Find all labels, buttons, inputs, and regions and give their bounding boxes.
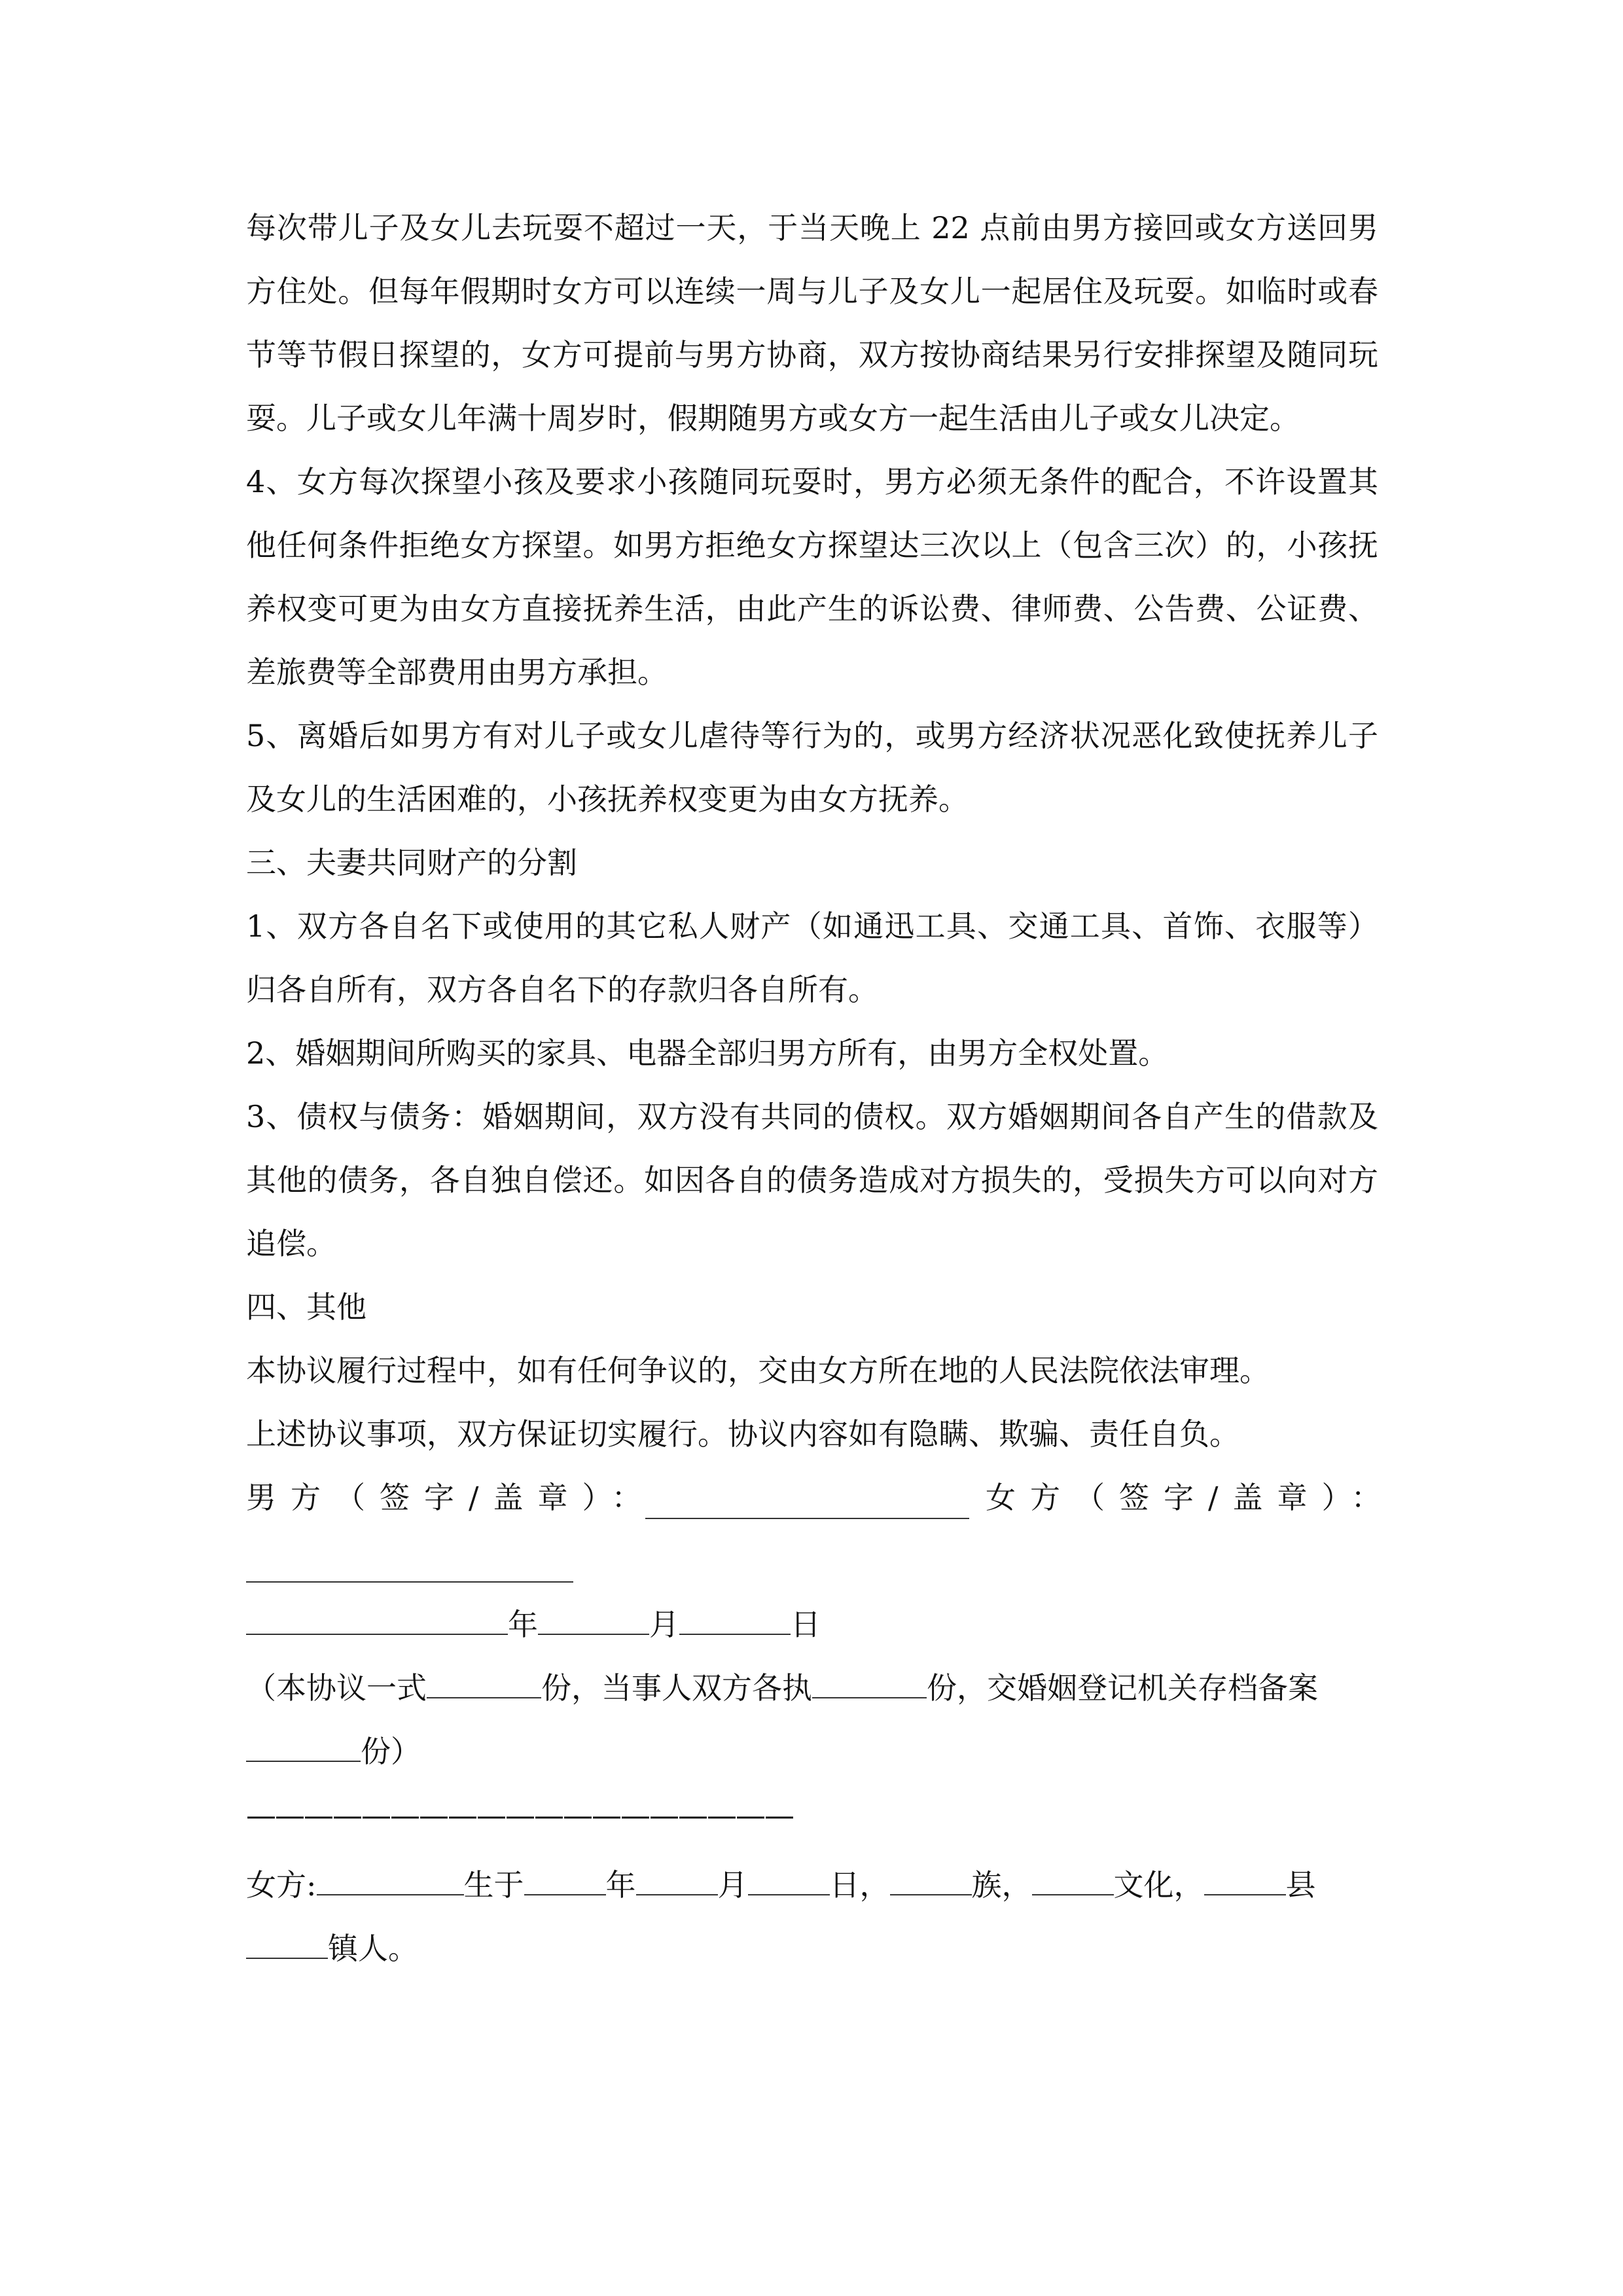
birth-year-blank[interactable] <box>524 1894 606 1895</box>
birth-month-blank[interactable] <box>636 1894 718 1895</box>
paragraph-clause-4: 4、女方每次探望小孩及要求小孩随同玩耍时，男方必须无条件的配合，不许设置其他任何条件拒绝女方探望。如男方拒绝女方探望达三次以上（包含三次）的，小孩抚养权变可更为由女方直接抚养生活，由此产生的诉讼费、律师费、公告费、公证费、差旅费等全部费用由男方承担。 <box>246 464 1378 690</box>
day-label: 日 <box>791 1607 821 1642</box>
year-label: 年 <box>508 1607 538 1642</box>
ethnic-label: 族， <box>971 1867 1032 1903</box>
female-signature-row <box>246 1530 1378 1593</box>
female-signature-blank[interactable] <box>246 1581 573 1583</box>
date-line <box>246 1593 1378 1657</box>
section-heading-property: 三、夫妻共同财产的分割 <box>246 845 577 880</box>
born-label: 生于 <box>463 1867 524 1903</box>
male-signature-label: 男方（签字/盖章）： <box>246 1480 656 1515</box>
birth-month-label: 月 <box>717 1867 748 1903</box>
copies-close: 份） <box>361 1734 421 1769</box>
woman-info-label: 女方: <box>246 1867 317 1903</box>
copies-each-blank[interactable] <box>812 1697 927 1698</box>
woman-info-line-2 <box>246 1917 1378 1981</box>
ethnic-blank[interactable] <box>890 1894 972 1895</box>
separator-line: ——————————————————— <box>246 1797 793 1833</box>
paragraph-property-3: 3、债权与债务：婚姻期间，双方没有共同的债权。双方婚姻期间各自产生的借款及其他的债务，各自独自偿还。如因各自的债务造成对方损失的，受损失方可以向对方追偿。 <box>246 1099 1378 1261</box>
birth-day-label: 日， <box>829 1867 890 1903</box>
education-blank[interactable] <box>1032 1894 1114 1895</box>
town-label: 镇人。 <box>328 1931 418 1966</box>
female-signature-label: 女方（签字/盖章）： <box>986 1480 1396 1515</box>
signature-row <box>246 1466 1396 1530</box>
county-label: 县 <box>1285 1867 1316 1903</box>
county-blank[interactable] <box>1204 1894 1286 1895</box>
paragraph-property-2: 2、婚姻期间所购买的家具、电器全部归男方所有，由男方全权处置。 <box>246 1035 1169 1071</box>
copies-line-2 <box>246 1720 1378 1784</box>
town-blank[interactable] <box>246 1958 328 1959</box>
copies-part1: 份，当事人双方各执 <box>541 1670 812 1706</box>
woman-info-line <box>246 1854 1378 1917</box>
paragraph-dispute: 本协议履行过程中，如有任何争议的，交由女方所在地的人民法院依法审理。 <box>246 1353 1270 1388</box>
education-label: 文化， <box>1113 1867 1204 1903</box>
copies-total-blank[interactable] <box>427 1697 541 1698</box>
birth-year-label: 年 <box>605 1867 636 1903</box>
section-heading-other: 四、其他 <box>246 1289 366 1325</box>
month-label: 月 <box>649 1607 679 1642</box>
male-signature-blank[interactable] <box>645 1518 969 1519</box>
agreement-content <box>246 196 1396 1981</box>
copies-line <box>246 1657 1378 1720</box>
copies-archive-blank[interactable] <box>246 1761 361 1762</box>
paragraph-visitation: 每次带儿子及女儿去玩耍不超过一天，于当天晚上 22 点前由男方接回或女方送回男方住处。但每年假期时女方可以连续一周与儿子及女儿一起居住及玩耍。如临时或春节等节假日探望的，女方可提前与男方协商，双方按协商结果另行安排探望及随同玩耍。儿子或女儿年满十周岁时，假期随男方或女方一起生活由儿子或女儿决定。 <box>246 210 1378 436</box>
year-blank[interactable] <box>246 1634 508 1635</box>
birth-day-blank[interactable] <box>748 1894 830 1895</box>
paragraph-commitment: 上述协议事项，双方保证切实履行。协议内容如有隐瞒、欺骗、责任自负。 <box>246 1416 1240 1452</box>
day-blank[interactable] <box>679 1634 791 1635</box>
paragraph-property-1: 1、双方各自名下或使用的其它私人财产（如通迅工具、交通工具、首饰、衣服等）归各自所有，双方各自名下的存款归各自所有。 <box>246 908 1378 1007</box>
copies-part2: 份，交婚姻登记机关存档备案 <box>927 1670 1318 1706</box>
paragraph-clause-5: 5、离婚后如男方有对儿子或女儿虐待等行为的，或男方经济状况恶化致使抚养儿子及女儿的生活困难的，小孩抚养权变更为由女方抚养。 <box>246 718 1378 817</box>
woman-name-blank[interactable] <box>317 1894 464 1895</box>
month-blank[interactable] <box>538 1634 649 1635</box>
copies-open: （本协议一式 <box>246 1670 427 1706</box>
